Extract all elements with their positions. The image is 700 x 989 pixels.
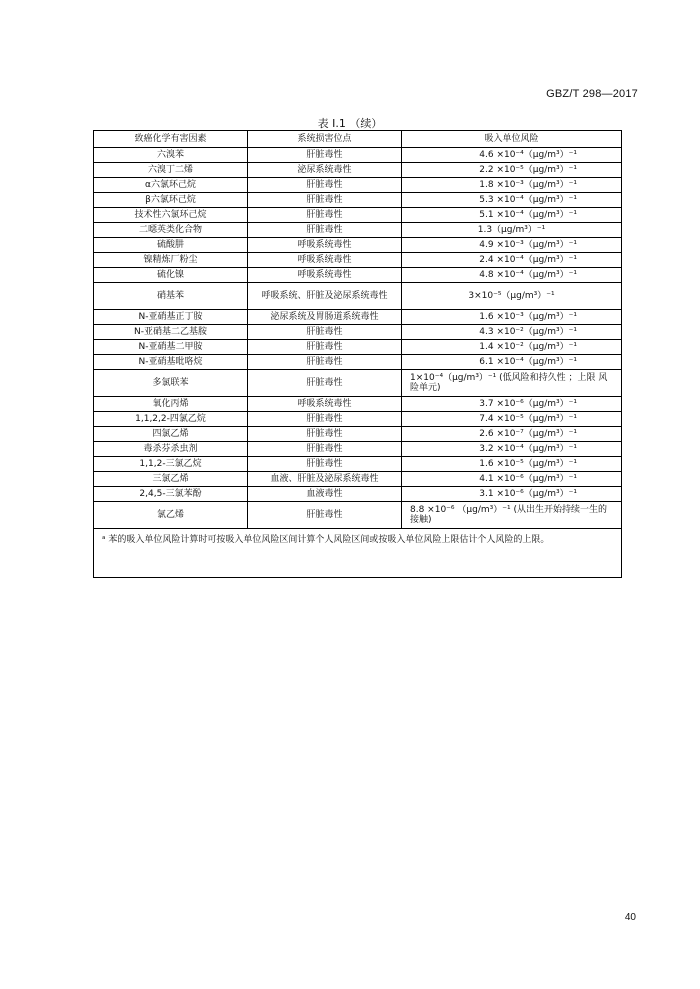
risk-cell: 5.3 ×10⁻⁴（μg/m³）⁻¹ xyxy=(402,193,622,208)
site-cell: 肝脏毒性 xyxy=(248,412,402,427)
risk-cell: 1×10⁻⁴（μg/m³）⁻¹ (低风险和持久性 ；上限 风险单元) xyxy=(402,370,622,397)
site-cell: 血液毒性 xyxy=(248,487,402,502)
factor-cell: 六溴丁二烯 xyxy=(94,163,248,178)
risk-cell: 4.8 ×10⁻⁴（μg/m³）⁻¹ xyxy=(402,268,622,283)
footnote-row xyxy=(94,529,622,578)
risk-cell: 3×10⁻⁵（μg/m³）⁻¹ xyxy=(402,283,622,310)
table-row xyxy=(94,502,622,529)
factor-cell: α六氯环己烷 xyxy=(94,178,248,193)
factor-cell: 毒杀芬杀虫剂 xyxy=(94,442,248,457)
risk-cell: 2.6 ×10⁻⁷（μg/m³）⁻¹ xyxy=(402,427,622,442)
site-cell: 肝脏毒性 xyxy=(248,325,402,340)
table-row xyxy=(94,355,622,370)
factor-cell: 1,1,2,2-四氯乙烷 xyxy=(94,412,248,427)
factor-cell: 2,4,5-三氯苯酚 xyxy=(94,487,248,502)
site-cell: 血液、肝脏及泌尿系统毒性 xyxy=(248,472,402,487)
table-row xyxy=(94,310,622,325)
site-cell: 呼吸系统毒性 xyxy=(248,397,402,412)
site-cell: 肝脏毒性 xyxy=(248,223,402,238)
table-row xyxy=(94,223,622,238)
table-row xyxy=(94,253,622,268)
site-cell: 呼吸系统毒性 xyxy=(248,253,402,268)
table-row xyxy=(94,427,622,442)
table-row xyxy=(94,238,622,253)
table-row xyxy=(94,340,622,355)
standard-id: GBZ/T 298—2017 xyxy=(546,88,638,100)
table-footnote: ᵃ 苯的吸入单位风险计算时可按吸入单位风险区间计算个人风险区间或按吸入单位风险上限估计个人风险的上限。 xyxy=(94,529,622,578)
site-cell: 肝脏毒性 xyxy=(248,502,402,529)
table-row xyxy=(94,193,622,208)
page-number: 40 xyxy=(624,912,636,923)
risk-cell: 3.2 ×10⁻⁴（μg/m³）⁻¹ xyxy=(402,442,622,457)
factor-cell: β六氯环己烷 xyxy=(94,193,248,208)
factor-cell: 镍精炼厂粉尘 xyxy=(94,253,248,268)
risk-cell: 1.8 ×10⁻³（μg/m³）⁻¹ xyxy=(402,178,622,193)
column-header: 致癌化学有害因素 xyxy=(94,131,248,148)
column-header: 吸入单位风险 xyxy=(402,131,622,148)
factor-cell: N-亚硝基正丁胺 xyxy=(94,310,248,325)
risk-cell: 4.3 ×10⁻²（μg/m³）⁻¹ xyxy=(402,325,622,340)
risk-cell: 3.7 ×10⁻⁶（μg/m³）⁻¹ xyxy=(402,397,622,412)
risk-cell: 1.6 ×10⁻⁵（μg/m³）⁻¹ xyxy=(402,457,622,472)
factor-cell: N-亚硝基二乙基胺 xyxy=(94,325,248,340)
table-row xyxy=(94,412,622,427)
table-row xyxy=(94,178,622,193)
risk-cell: 2.2 ×10⁻⁵（μg/m³）⁻¹ xyxy=(402,163,622,178)
table-body xyxy=(94,148,622,578)
site-cell: 泌尿系统及胃肠道系统毒性 xyxy=(248,310,402,325)
site-cell: 呼吸系统毒性 xyxy=(248,268,402,283)
factor-cell: 多氯联苯 xyxy=(94,370,248,397)
factor-cell: 二噁英类化合物 xyxy=(94,223,248,238)
factor-cell: 四氯乙烯 xyxy=(94,427,248,442)
risk-cell: 1.3（μg/m³）⁻¹ xyxy=(402,223,622,238)
factor-cell: 氧化丙烯 xyxy=(94,397,248,412)
risk-cell: 4.9 ×10⁻³（μg/m³）⁻¹ xyxy=(402,238,622,253)
risk-cell: 3.1 ×10⁻⁶（μg/m³）⁻¹ xyxy=(402,487,622,502)
table-row xyxy=(94,457,622,472)
risk-cell: 7.4 ×10⁻⁵（μg/m³）⁻¹ xyxy=(402,412,622,427)
factor-cell: 三氯乙烯 xyxy=(94,472,248,487)
table-row xyxy=(94,148,622,163)
column-header: 系统损害位点 xyxy=(248,131,402,148)
site-cell: 呼吸系统、肝脏及泌尿系统毒性 xyxy=(248,283,402,310)
factor-cell: 硫化镍 xyxy=(94,268,248,283)
risk-cell: 5.1 ×10⁻⁴（μg/m³）⁻¹ xyxy=(402,208,622,223)
table-row xyxy=(94,472,622,487)
table-container xyxy=(93,130,621,578)
table-row xyxy=(94,268,622,283)
table-row xyxy=(94,325,622,340)
factor-cell: 六溴苯 xyxy=(94,148,248,163)
site-cell: 肝脏毒性 xyxy=(248,442,402,457)
site-cell: 肝脏毒性 xyxy=(248,208,402,223)
risk-cell: 1.4 ×10⁻²（μg/m³）⁻¹ xyxy=(402,340,622,355)
site-cell: 肝脏毒性 xyxy=(248,370,402,397)
site-cell: 肝脏毒性 xyxy=(248,178,402,193)
risk-cell: 8.8 ×10⁻⁶ （μg/m³）⁻¹ (从出生开始持续一生的接触) xyxy=(402,502,622,529)
factor-cell: 硝基苯 xyxy=(94,283,248,310)
site-cell: 肝脏毒性 xyxy=(248,355,402,370)
site-cell: 呼吸系统毒性 xyxy=(248,238,402,253)
factor-cell: N-亚硝基二甲胺 xyxy=(94,340,248,355)
table-row xyxy=(94,283,622,310)
table-header-row xyxy=(94,131,622,148)
table-caption: 表 I.1 （续） xyxy=(317,117,383,130)
factor-cell: N-亚硝基吡咯烷 xyxy=(94,355,248,370)
risk-cell: 2.4 ×10⁻⁴（μg/m³）⁻¹ xyxy=(402,253,622,268)
factor-cell: 氯乙烯 xyxy=(94,502,248,529)
table-row xyxy=(94,370,622,397)
table-row xyxy=(94,487,622,502)
site-cell: 肝脏毒性 xyxy=(248,148,402,163)
table-row xyxy=(94,163,622,178)
site-cell: 肝脏毒性 xyxy=(248,457,402,472)
risk-cell: 1.6 ×10⁻³（μg/m³）⁻¹ xyxy=(402,310,622,325)
risk-table xyxy=(93,130,622,578)
site-cell: 肝脏毒性 xyxy=(248,340,402,355)
risk-cell: 4.1 ×10⁻⁶（μg/m³）⁻¹ xyxy=(402,472,622,487)
factor-cell: 硫酸肼 xyxy=(94,238,248,253)
site-cell: 泌尿系统毒性 xyxy=(248,163,402,178)
table-row xyxy=(94,397,622,412)
factor-cell: 技术性六氯环己烷 xyxy=(94,208,248,223)
table-row xyxy=(94,208,622,223)
site-cell: 肝脏毒性 xyxy=(248,193,402,208)
site-cell: 肝脏毒性 xyxy=(248,427,402,442)
risk-cell: 4.6 ×10⁻⁴（μg/m³）⁻¹ xyxy=(402,148,622,163)
risk-cell: 6.1 ×10⁻⁴（μg/m³）⁻¹ xyxy=(402,355,622,370)
table-row xyxy=(94,442,622,457)
factor-cell: 1,1,2-三氯乙烷 xyxy=(94,457,248,472)
